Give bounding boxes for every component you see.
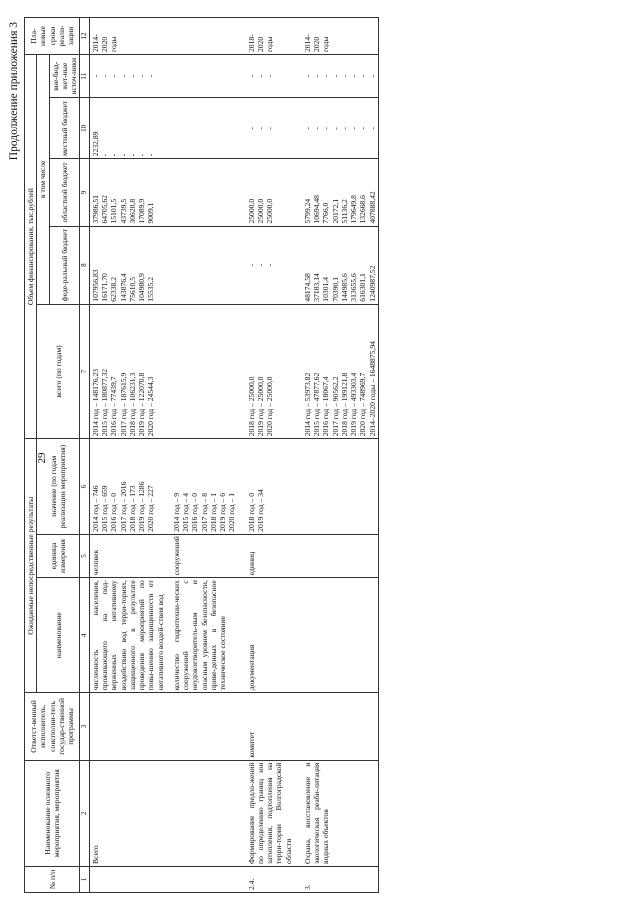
cell-line: 2015 год – 4 <box>181 492 191 532</box>
cell-line: 2020 год – 1 <box>227 492 237 532</box>
cell-line: - <box>302 127 312 130</box>
cell-line: - <box>146 74 156 78</box>
cell-line: 5799,24 <box>302 198 312 224</box>
cell-line: - <box>118 153 128 157</box>
cell-line: - <box>312 127 322 130</box>
cell-line: - <box>100 153 110 157</box>
cell-line: - <box>312 74 322 78</box>
col-header-incl: в том числе <box>37 54 49 304</box>
cell-line: - <box>339 74 349 78</box>
table-row-total-result-b <box>166 18 238 893</box>
funding-table <box>24 17 379 893</box>
col-header-terms: Пла-новые сроки реали-зации <box>25 18 80 55</box>
cell-line: 2017 год – 8 <box>199 492 209 532</box>
cell-line: 15535,2 <box>146 277 156 302</box>
funding-regional <box>246 159 294 226</box>
cell-line: - <box>321 74 331 78</box>
cell-line: 64705,62 <box>100 195 110 224</box>
cell-line: 2018 год – 199121,8 <box>339 372 349 437</box>
cell-line: 2018 год – 1 <box>208 492 218 532</box>
col-number: 3 <box>80 693 90 760</box>
col-header-local: местный бюджет <box>49 98 80 159</box>
cell-line: 30620,8 <box>127 198 137 224</box>
funding-local <box>246 98 294 159</box>
row-num: 2.4. <box>246 866 294 892</box>
cell-line: 70390,1 <box>330 277 340 302</box>
appendix-continuation-label: Продолжение приложения 3 <box>8 22 20 161</box>
cell-line: 132668,6 <box>358 195 368 224</box>
col-number: 6 <box>80 439 90 535</box>
cell-line: - <box>367 74 377 78</box>
cell-line: - <box>302 74 312 78</box>
cell-line: - <box>265 74 275 78</box>
cell-line: - <box>146 153 156 157</box>
funding-federal <box>302 226 379 304</box>
cell-line: - <box>137 74 147 78</box>
col-header-results-group: Ожидаемые непосредственные результаты <box>25 439 37 693</box>
cell-line: 179649,8 <box>349 195 359 224</box>
col-header-funding-group: Объем финансирования, тыс.рублей <box>25 54 37 438</box>
result-values <box>89 439 166 535</box>
cell-line: - <box>100 74 110 78</box>
row-terms: 2014-2020 годы <box>89 18 166 55</box>
cell-line: - <box>246 263 256 267</box>
row-terms: 2014-2020 годы <box>302 18 379 55</box>
cell-line: 407888,42 <box>367 191 377 224</box>
col-number: 7 <box>80 304 90 439</box>
cell-line: 143876,4 <box>118 273 128 302</box>
cell-line: - <box>255 74 265 78</box>
col-header-fund-total: всего (по годам) <box>37 304 80 439</box>
funding-total <box>302 304 379 439</box>
col-header-result-name: наименование <box>37 578 80 693</box>
cell-line: 1240987,52 <box>367 265 377 302</box>
cell-line: 2014–2020 годы – 1648875,94 <box>367 341 377 437</box>
cell-line: 2015 год – 47877,62 <box>312 372 322 437</box>
col-header-federal: феде-ральный бюджет <box>49 226 80 304</box>
funding-federal <box>89 226 166 304</box>
cell-line: - <box>349 74 359 78</box>
cell-line: - <box>358 127 368 130</box>
cell-line: 104980,9 <box>137 273 147 302</box>
table-row-2-4 <box>246 18 294 893</box>
row-terms: 2018-2020 годы <box>246 18 294 55</box>
cell-line: 2015 год – 180877,32 <box>100 368 110 437</box>
table-row-total <box>89 18 166 893</box>
col-number: 2 <box>80 760 90 866</box>
cell-line: 2014 год – 9 <box>171 492 181 532</box>
cell-line: - <box>109 74 119 78</box>
cell-line: 48174,58 <box>302 273 312 302</box>
cell-line: - <box>330 74 340 78</box>
col-header-unit: единица измерения <box>37 534 80 577</box>
result-name: численность населения, проживающего на под-верженных негативному воздействию вод терри-ториях, защищенного в результате проведения мероприятий по повы-шению защищенности от негативного воздей-ствия вод <box>89 578 166 693</box>
cell-line: - <box>321 127 331 130</box>
cell-line: 2020 год – 748969,7 <box>358 372 368 437</box>
cell-line: - <box>358 74 368 78</box>
row-executor <box>302 693 379 760</box>
cell-line: 616301,1 <box>358 273 368 302</box>
cell-line: 2020 год – 24544,3 <box>146 376 156 437</box>
cell-line: 2019 год – 6 <box>218 492 228 532</box>
cell-line: 2019 год – 493303,4 <box>349 372 359 437</box>
cell-line: 43739,5 <box>118 198 128 224</box>
cell-line: 2018 год – 173 <box>127 485 137 532</box>
row-name: Охрана, восстановление и экологическая реаби-литация водных объектов <box>302 760 379 866</box>
col-number: 10 <box>80 98 90 159</box>
cell-line: 2014 год – 53973,82 <box>302 372 312 437</box>
cell-line: 2020 год – 227 <box>146 485 156 532</box>
col-number: 4 <box>80 578 90 693</box>
cell-line: 25000,0 <box>246 198 256 224</box>
result-values <box>166 439 238 535</box>
cell-line: 2019 год – 1286 <box>137 481 147 532</box>
row-num <box>89 866 166 892</box>
cell-line: - <box>349 127 359 130</box>
cell-line: 2016 год – 18067,4 <box>321 376 331 437</box>
cell-line: 2018 год – 106231,3 <box>127 372 137 437</box>
cell-line: - <box>255 127 265 130</box>
cell-line: 15101,5 <box>109 198 119 224</box>
cell-line: 2014 год – 746 <box>90 485 100 532</box>
col-number: 9 <box>80 159 90 226</box>
result-values <box>246 439 294 535</box>
cell-line: 107956,83 <box>90 269 100 302</box>
cell-line: 144985,6 <box>339 273 349 302</box>
funding-regional <box>89 159 166 226</box>
cell-line: 10301,4 <box>321 277 331 302</box>
cell-line: 25000,0 <box>255 198 265 224</box>
cell-line: 2020 год – 25000,0 <box>265 376 275 437</box>
cell-line: 2018 год – 0 <box>246 492 256 532</box>
col-number: 12 <box>80 18 90 55</box>
cell-line: - <box>109 153 119 157</box>
cell-line: 2017 год – 2016 <box>118 481 128 532</box>
cell-line: - <box>255 263 265 267</box>
cell-line: 2019 год – 25000,0 <box>255 376 265 437</box>
cell-line: 75610,5 <box>127 277 137 302</box>
col-number: 11 <box>80 54 90 97</box>
cell-line: 313655,6 <box>349 273 359 302</box>
funding-federal <box>246 226 294 304</box>
cell-line: - <box>367 127 377 130</box>
cell-line: 62338,2 <box>109 277 119 302</box>
cell-line: 37183,14 <box>312 273 322 302</box>
row-executor <box>89 693 166 760</box>
cell-line: 10694,48 <box>312 195 322 224</box>
cell-line: 9009,1 <box>146 202 156 224</box>
cell-line: 25000,0 <box>265 198 275 224</box>
col-header-value: значение (по годам реализации мероприятия) <box>37 439 80 535</box>
cell-line: - <box>246 74 256 78</box>
cell-line: 2019 год – 34 <box>255 489 265 532</box>
table-row-3 <box>302 18 379 893</box>
row-num: 3. <box>302 866 379 892</box>
cell-line: 17089,9 <box>137 198 147 224</box>
funding-total <box>89 304 166 439</box>
cell-line: 16171,70 <box>100 273 110 302</box>
funding-extra <box>302 54 379 97</box>
cell-line: 2016 год – 0 <box>190 492 200 532</box>
cell-line: 20172,1 <box>330 198 340 224</box>
funding-local <box>302 98 379 159</box>
cell-line: - <box>118 74 128 78</box>
cell-line: 2014 год – 148176,23 <box>90 368 100 437</box>
cell-line: 2015 год – 659 <box>100 485 110 532</box>
cell-line: 37986,51 <box>90 195 100 224</box>
funding-extra <box>89 54 166 97</box>
row-name: Формирование предло-жений по определению границ зон затопления, подтопления на терри-тории Волгоградской области <box>246 760 294 866</box>
cell-line: 2017 год – 187615,9 <box>118 372 128 437</box>
funding-regional <box>302 159 379 226</box>
result-name: документация <box>246 578 294 693</box>
cell-line: - <box>90 74 100 78</box>
page-number: 29 <box>36 452 48 464</box>
cell-line: 51136,2 <box>339 199 349 224</box>
col-number: 1 <box>80 866 90 892</box>
cell-line: - <box>339 127 349 130</box>
col-number: 8 <box>80 226 90 304</box>
cell-line: 2232,89 <box>90 131 100 157</box>
cell-line: 2016 год – 0 <box>109 492 119 532</box>
col-header-executor: Ответст-венный исполнитель, соисполни-тель государ-ственной программы <box>25 693 80 760</box>
cell-line: 2016 год – 77439,7 <box>109 376 119 437</box>
result-unit: сооружений <box>166 534 238 577</box>
cell-line: - <box>246 127 256 130</box>
cell-line: - <box>265 127 275 130</box>
cell-line: 2017 год – 90562,2 <box>330 376 340 437</box>
result-unit: единиц <box>246 534 294 577</box>
col-header-extra: вне-бюд-жет-ные источ-ники <box>49 54 80 97</box>
col-header-name: Наименование основного мероприятия, мероприятия <box>25 760 80 866</box>
row-name: Всего <box>89 760 166 866</box>
funding-total <box>246 304 294 439</box>
cell-line: - <box>127 74 137 78</box>
result-unit: человек <box>89 534 166 577</box>
cell-line: 2019 год – 122070,8 <box>137 372 147 437</box>
col-number: 5 <box>80 534 90 577</box>
row-executor: комитет <box>246 693 294 760</box>
funding-extra <box>246 54 294 97</box>
result-name: количество гидротехни-ческих сооружений с неудовлетворитель-ным и опасным уровнем безопасности, приве-денных в безопасное техническое состояние <box>166 578 238 693</box>
cell-line: - <box>330 127 340 130</box>
cell-line: - <box>137 153 147 157</box>
cell-line: - <box>265 263 275 267</box>
cell-line: - <box>127 153 137 157</box>
col-header-regional: областной бюджет <box>49 159 80 226</box>
col-header-num: № п/п <box>25 866 80 892</box>
cell-line: 7766,0 <box>321 202 331 224</box>
funding-local <box>89 98 166 159</box>
cell-line: 2018 год – 25000,0 <box>246 376 256 437</box>
